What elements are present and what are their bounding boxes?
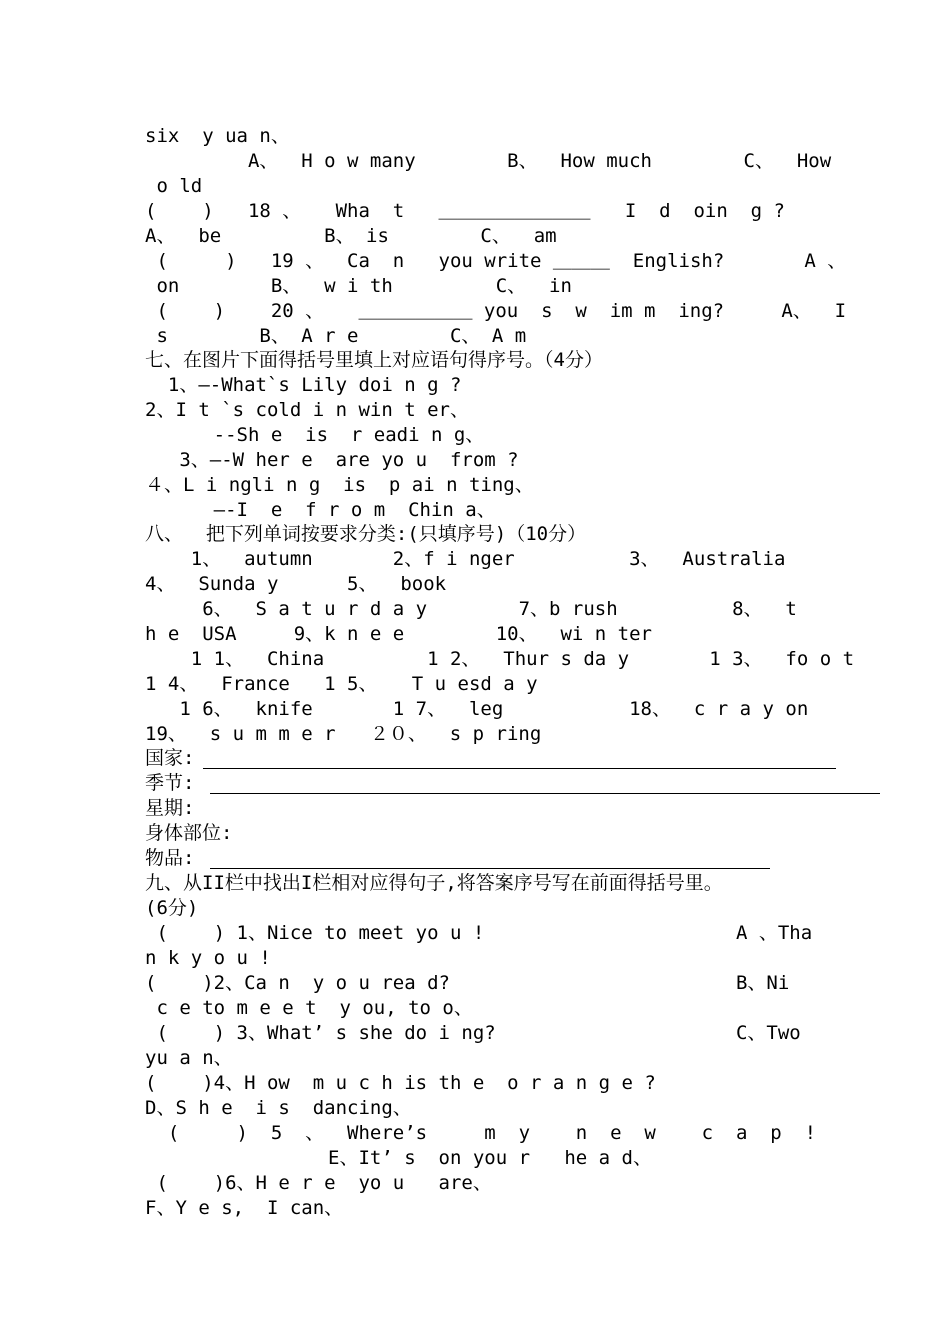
text-line: on B、 w i th C、 in — [145, 275, 572, 297]
text-line: 1 1、 China 1 2、 Thur s da y 1 3、 fo o t — [145, 648, 855, 670]
text-line: h e USA 9、k n e e 10、 wi n ter — [145, 623, 652, 645]
category-objects-label: 物品: — [145, 847, 195, 869]
text-line: 1、—-What`s Lily doi n g ? — [145, 374, 462, 396]
answer-line-objects — [210, 868, 770, 869]
answer-line-seasons — [210, 793, 880, 794]
section-9-heading: 九、从II栏中找出I栏相对应得句子,将答案序号写在前面得括号里。 — [145, 872, 723, 894]
text-line: A、 be B、 is C、 am — [145, 225, 557, 247]
answer-line-countries — [203, 768, 836, 769]
text-line: o ld — [145, 175, 203, 197]
section-8-heading: 八、 把下列单词按要求分类:(只填序号)（10分） — [145, 523, 587, 545]
text-line: 1 6、 knife 1 7、 leg 18、 c r a y on — [145, 698, 809, 720]
text-line: 4、 Sunda y 5、 book — [145, 573, 447, 595]
question-20: ( ) 20 、 ＿＿＿＿＿＿ you s w im m ing? A、 I — [145, 300, 847, 322]
text-line: s B、 A r e C、 A m — [145, 325, 527, 347]
category-body-parts-label: 身体部位: — [145, 822, 233, 844]
text-line: ４、L i ngli n g is p ai n ting、 — [145, 474, 534, 496]
text-line: ( )6、H e r e yo u are、 — [145, 1172, 492, 1194]
text-line: D、S h e i s dancing、 — [145, 1097, 412, 1119]
text-line: ( ) 5 、 Where’s m y n e w c a p ! — [145, 1122, 817, 1144]
text-line: n k y o u ! — [145, 947, 271, 969]
text-line: —-I e f r o m Chin a、 — [145, 499, 496, 521]
text-line: 6、 S a t u r d a y 7、b rush 8、 t — [145, 598, 797, 620]
text-line: ( )4、H ow m u c h is th e o r a n g e ? — [145, 1072, 656, 1094]
category-weekdays-label: 星期: — [145, 797, 195, 819]
text-line: (6分) — [145, 897, 199, 919]
category-countries-label: 国家: — [145, 747, 195, 769]
text-line: F、Y e s, I can、 — [145, 1197, 344, 1219]
text-line: 19、 s u m m e r ２０、 s p ring — [145, 723, 542, 745]
text-line: 3、—-W her e are yo u from ? — [145, 449, 519, 471]
text-line: ( ) 1、Nice to meet yo u ! A 、Tha — [145, 922, 813, 944]
text-line: ( )2、Ca n y o u rea d? B、Ni — [145, 972, 790, 994]
section-7-heading: 七、在图片下面得括号里填上对应语句得序号。（4分） — [145, 349, 603, 371]
text-line: yu a n、 — [145, 1047, 233, 1069]
text-line: 1、 autumn 2、f i nger 3、 Australia — [145, 548, 786, 570]
text-line: --Sh e is r eadi n g、 — [145, 424, 485, 446]
text-line: six y ua n、 — [145, 125, 290, 147]
question-19: ( ) 19 、 Ca n you write ＿＿＿ English? A 、 — [145, 250, 847, 272]
text-line: ( ) 3、What’ s she do i ng? C、Two — [145, 1022, 801, 1044]
text-line: c e to m e e t y ou, to o、 — [145, 997, 473, 1019]
text-line: E、It’ s on you r he a d、 — [145, 1147, 652, 1169]
text-line: 2、I t `s cold i n win t er、 — [145, 399, 469, 421]
text-line: 1 4、 France 1 5、 T u esd a y — [145, 673, 538, 695]
text-line: A、 H o w many B、 How much C、 How — [145, 150, 832, 172]
question-18: ( ) 18 、 Wha t ＿＿＿＿＿＿＿＿ I d oin g ? — [145, 200, 785, 222]
category-seasons-label: 季节: — [145, 772, 195, 794]
